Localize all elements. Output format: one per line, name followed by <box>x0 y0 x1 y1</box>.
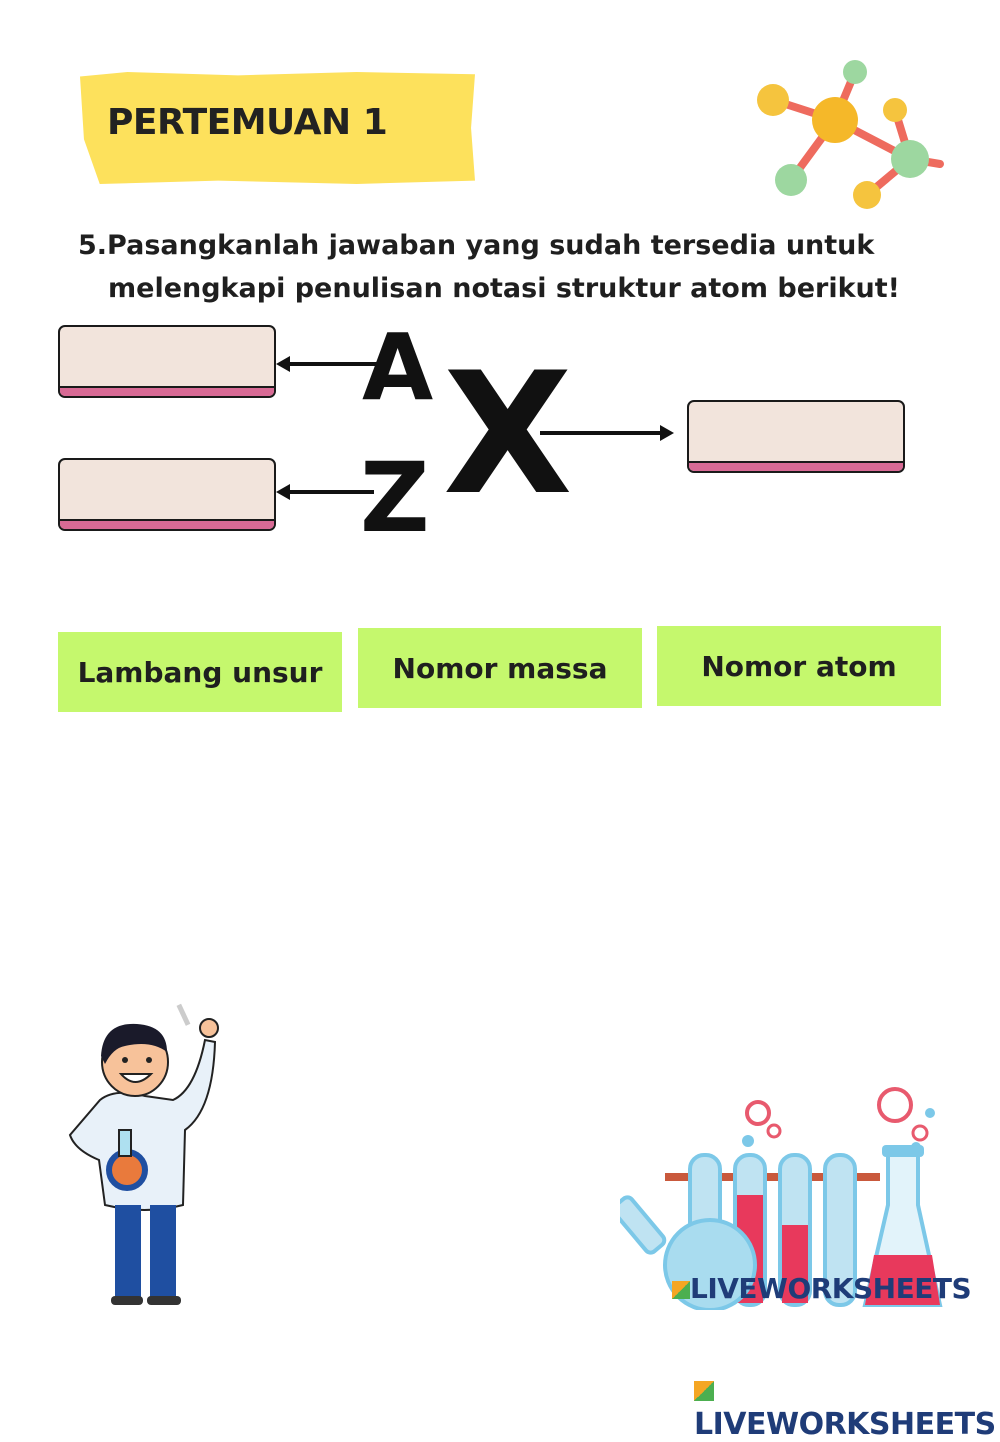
scientist-illustration <box>55 1000 225 1315</box>
watermark-logo <box>672 1272 971 1305</box>
question-line-1: 5.Pasangkanlah jawaban yang sudah tersedia untuk <box>78 230 875 261</box>
dropbox-atomic-number[interactable] <box>58 458 276 531</box>
option-lambang-unsur[interactable]: Lambang unsur <box>58 632 342 712</box>
page-title: PERTEMUAN 1 <box>107 102 388 143</box>
watermark-text: LIVEWORKSHEETS <box>690 1272 972 1305</box>
atomic-number-symbol: Z <box>360 442 430 554</box>
option-nomor-massa[interactable]: Nomor massa <box>358 628 642 708</box>
liveworksheets-logo-icon <box>694 1381 714 1401</box>
footer-logo[interactable] <box>694 1372 1000 1442</box>
dropbox-element-symbol[interactable] <box>687 400 905 473</box>
question-text <box>78 224 930 310</box>
liveworksheets-logo-icon <box>672 1281 690 1299</box>
footer-logo-text: LIVEWORKSHEETS <box>694 1407 996 1442</box>
option-nomor-atom[interactable]: Nomor atom <box>657 626 941 706</box>
question-line-2: melengkapi penulisan notasi struktur atom berikut! <box>108 273 900 304</box>
mass-number-symbol: A <box>362 314 434 421</box>
molecule-icon <box>745 52 950 212</box>
dropbox-mass-number[interactable] <box>58 325 276 398</box>
element-symbol: X <box>443 336 573 532</box>
